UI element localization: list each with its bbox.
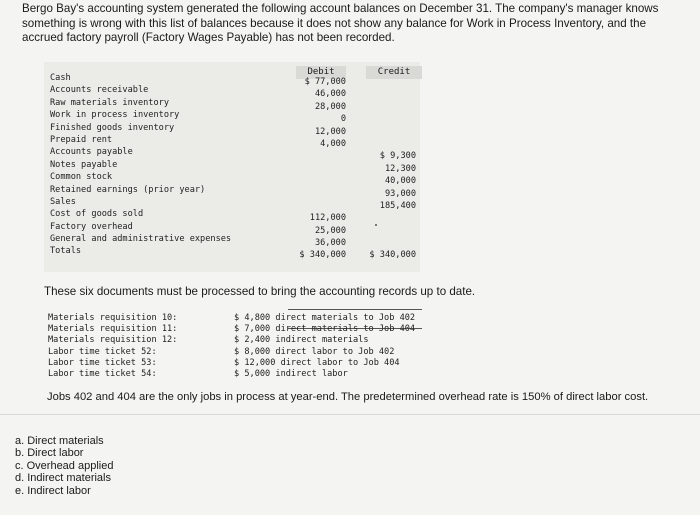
- debit-value: [266, 163, 346, 175]
- account-name: Cost of goods sold: [50, 209, 144, 220]
- problem-intro: Bergo Bay's accounting system generated the following account balances on December 31. The company's manager knows something is wrong with this list of balances because it does not show any balance for Work in Process Inventory, and the accrued factory payroll (Factory Wages Payable) has not been recorded.: [22, 2, 659, 44]
- account-balances-table: [44, 62, 420, 272]
- document-description: $ 12,000 direct labor to Job 404: [234, 357, 400, 368]
- account-name: Accounts payable: [50, 147, 133, 158]
- credit-value: $ 9,300: [379, 151, 416, 162]
- account-name: Retained earnings (prior year): [50, 184, 206, 195]
- credit-value: 12,300: [384, 163, 416, 174]
- credit-header: Credit: [366, 66, 422, 79]
- document-description: $ 8,000 direct labor to Job 402: [234, 346, 395, 357]
- documents-list: [48, 312, 416, 379]
- process-instruction: These six documents must be processed to bring the accounting records up to date.: [44, 285, 476, 298]
- credit-value: [344, 113, 416, 125]
- totals-top-rule: [288, 309, 422, 310]
- debit-value: 28,000: [314, 101, 346, 112]
- account-name: Common stock: [50, 172, 113, 183]
- part-item: c. Overhead applied: [15, 459, 114, 472]
- part-item: a. Direct materials: [15, 435, 104, 447]
- document-label: Materials requisition 11:: [48, 324, 178, 335]
- question-parts: [15, 435, 113, 497]
- credit-total: $ 340,000: [369, 250, 416, 261]
- credit-value: 40,000: [384, 176, 416, 187]
- debit-value: [266, 200, 346, 212]
- account-name: Work in process inventory: [50, 110, 180, 121]
- credit-value: [344, 225, 416, 237]
- part-item: d. Indirect materials: [15, 472, 111, 485]
- account-name: Factory overhead: [50, 221, 133, 232]
- document-label: Materials requisition 12:: [48, 335, 178, 346]
- debit-value: 12,000: [314, 126, 346, 137]
- account-names: [50, 72, 231, 258]
- document-description: $ 2,400 indirect materials: [234, 335, 369, 346]
- debit-value: [266, 188, 346, 200]
- credit-value: [344, 138, 416, 150]
- credit-value: [344, 88, 416, 100]
- debit-value: 4,000: [320, 138, 346, 149]
- credit-value: [344, 76, 416, 88]
- credit-column: [344, 76, 416, 262]
- account-name: Prepaid rent: [50, 134, 113, 145]
- part-item: e. Indirect labor: [15, 484, 91, 497]
- credit-value: 185,400: [379, 200, 416, 211]
- credit-value: [344, 237, 416, 249]
- debit-value: [266, 150, 346, 162]
- debit-value: [266, 175, 346, 187]
- credit-value: [344, 126, 416, 138]
- document-description: $ 5,000 indirect labor: [234, 368, 348, 379]
- credit-value: [344, 101, 416, 113]
- debit-value: 36,000: [314, 238, 346, 249]
- debit-header: Debit: [296, 66, 346, 79]
- account-name: Finished goods inventory: [50, 122, 175, 133]
- debit-value: 25,000: [314, 225, 346, 236]
- debit-value: 0: [340, 114, 346, 125]
- totals-label: Totals: [50, 246, 82, 257]
- debit-value: 112,000: [309, 213, 346, 224]
- credit-value: [344, 212, 416, 224]
- part-item: b. Direct labor: [15, 447, 84, 460]
- document-label: Labor time ticket 52:: [48, 346, 157, 357]
- debit-total: $ 340,000: [299, 250, 346, 261]
- document-label: Labor time ticket 54:: [48, 368, 157, 379]
- jobs-note: Jobs 402 and 404 are the only jobs in process at year-end. The predetermined overhead rate is 150% of direct labor cost.: [47, 391, 649, 403]
- document-label: Materials requisition 10:: [48, 313, 178, 323]
- account-name: General and administrative expenses: [50, 234, 232, 245]
- document-label: Labor time ticket 53:: [48, 357, 157, 368]
- account-name: Raw materials inventory: [50, 97, 169, 108]
- document-description: $ 7,000 direct materials to Job 404: [234, 324, 416, 335]
- account-name: Sales: [50, 196, 76, 207]
- section-divider: [0, 414, 700, 415]
- account-name: Notes payable: [50, 159, 118, 170]
- document-description: $ 4,800 direct materials to Job 402: [234, 313, 416, 323]
- credit-value: 93,000: [384, 188, 416, 199]
- debit-value: 46,000: [314, 89, 346, 100]
- stray-dot: [375, 224, 377, 226]
- debit-value: $ 77,000: [304, 77, 346, 87]
- account-name: Accounts receivable: [50, 85, 149, 96]
- debit-column: [266, 76, 346, 262]
- account-name: Cash: [50, 73, 71, 83]
